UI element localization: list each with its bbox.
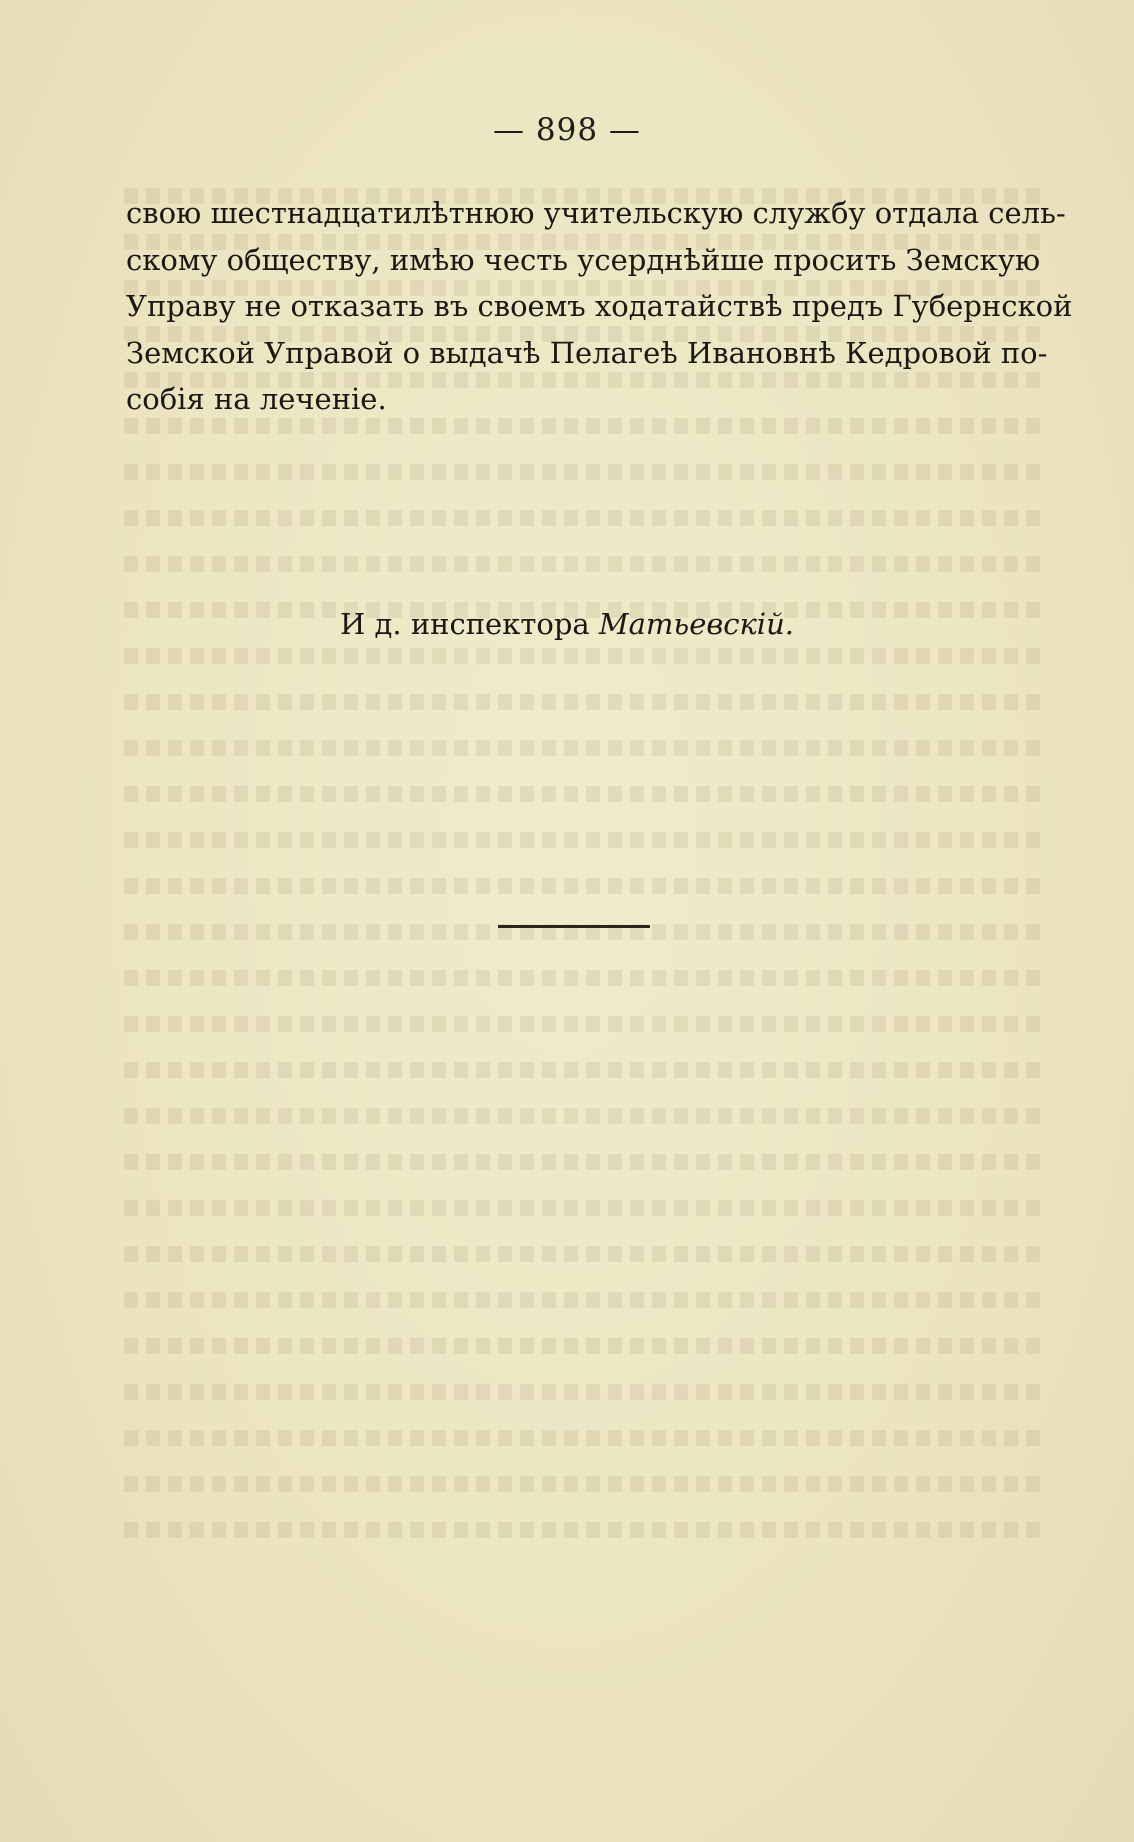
closing-rule <box>498 925 650 928</box>
text-line: скому обществу, имѣю честь усерднѣйше просить Земскую <box>126 242 1041 277</box>
text-line: свою шестнадцатилѣтнюю учительскую службу отдала сель- <box>126 196 1066 230</box>
text-line: Земской Управой о выдачѣ Пелагеѣ Ивановнѣ Кедровой по- <box>126 335 1048 370</box>
text-line: Управу не отказать въ своемъ ходатайствѣ предъ Губернской <box>126 289 1073 323</box>
signature-block <box>0 607 1134 641</box>
page-number: — 898 — <box>493 112 641 148</box>
signature-surname: Матьевскій. <box>598 607 794 641</box>
body-paragraph <box>126 190 1073 423</box>
text-line: собія на леченіе. <box>126 382 387 416</box>
signature-title: И д. инспектора <box>340 607 590 641</box>
